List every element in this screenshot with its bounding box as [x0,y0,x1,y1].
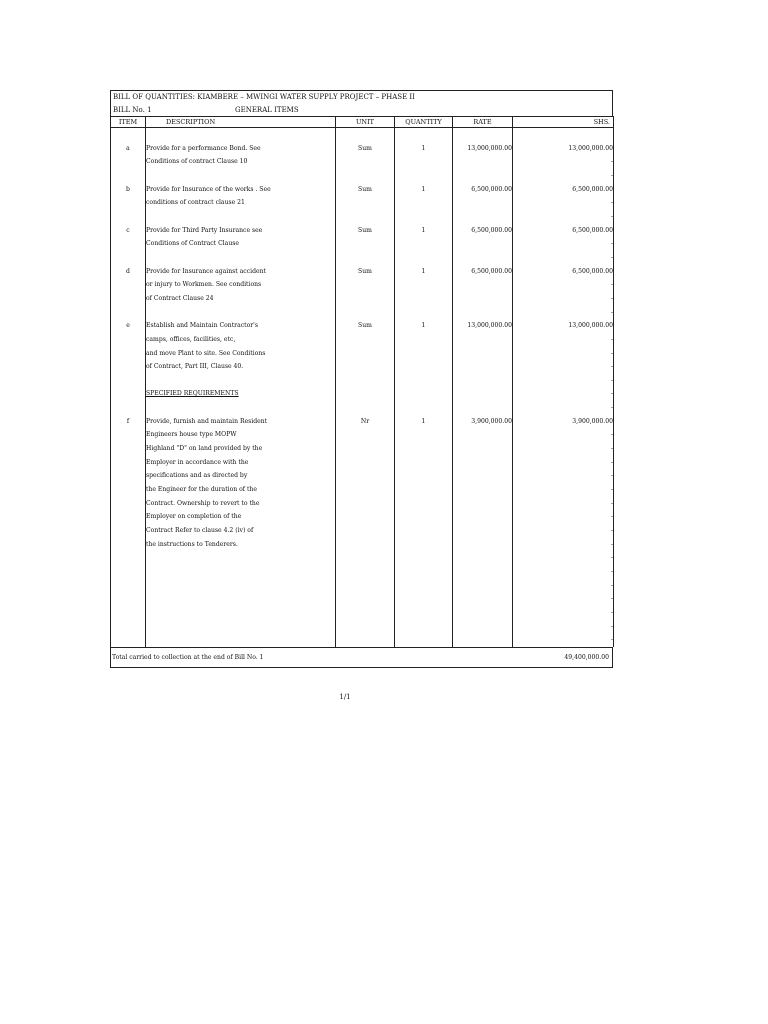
amount-cell: - [513,387,614,401]
item-cell [111,538,146,552]
item-cell [111,360,146,374]
table-row [111,456,614,470]
quantity-cell: 1 [395,142,453,156]
section-title: GENERAL ITEMS [235,106,299,114]
unit-cell [336,292,395,306]
unit-cell [336,456,395,470]
amount-cell: - [513,633,614,647]
unit-cell [336,374,395,388]
total-label: Total carried to collection at the end of Bill No. 1 [112,653,264,661]
unit-cell: Sum [336,319,395,333]
item-cell [111,510,146,524]
unit-cell [336,442,395,456]
rate-cell [453,251,513,265]
table-row [111,551,614,565]
unit-cell: Sum [336,142,395,156]
rate-cell [453,565,513,579]
unit-cell [336,237,395,251]
quantity-cell [395,497,453,511]
bill-subheader [110,104,613,116]
table-row [111,497,614,511]
description-cell: Engineers house type MOPW [146,428,336,442]
quantity-cell [395,456,453,470]
quantity-cell [395,633,453,647]
quantity-cell [395,469,453,483]
quantity-cell [395,128,453,142]
table-row [111,401,614,415]
amount-cell: - [513,565,614,579]
rate-cell [453,347,513,361]
table-row [111,210,614,224]
unit-cell [336,333,395,347]
unit-cell [336,592,395,606]
description-cell: the Engineer for the duration of the [146,483,336,497]
rate-cell [453,306,513,320]
rate-cell [453,237,513,251]
rate-cell [453,483,513,497]
amount-cell: - [513,278,614,292]
quantity-cell [395,620,453,634]
rate-cell [453,210,513,224]
description-cell [146,306,336,320]
rate-cell [453,196,513,210]
table-row [111,306,614,320]
quantity-cell [395,210,453,224]
table-row [111,620,614,634]
unit-cell [336,538,395,552]
quantity-cell [395,579,453,593]
unit-cell [336,306,395,320]
quantity-cell: 1 [395,415,453,429]
page-number: 1/1 [339,693,351,701]
quantity-cell [395,551,453,565]
item-cell: b [111,183,146,197]
quantities-table [110,116,614,647]
unit-cell [336,347,395,361]
quantity-cell [395,347,453,361]
table-row [111,428,614,442]
rate-cell [453,538,513,552]
rate-cell [453,510,513,524]
amount-cell: - [513,592,614,606]
column-header-unit: UNIT [336,117,395,128]
quantity-cell [395,169,453,183]
item-cell [111,237,146,251]
amount-cell: - [513,251,614,265]
description-cell [146,551,336,565]
rate-cell [453,360,513,374]
quantity-cell [395,333,453,347]
item-cell [111,606,146,620]
unit-cell [336,251,395,265]
table-row [111,333,614,347]
quantity-cell [395,374,453,388]
table-row [111,579,614,593]
unit-cell [336,210,395,224]
amount-cell: - [513,538,614,552]
quantity-cell [395,510,453,524]
description-cell: of Contract, Part III, Clause 40. [146,360,336,374]
item-cell [111,401,146,415]
item-cell [111,306,146,320]
unit-cell [336,428,395,442]
item-cell [111,278,146,292]
quantity-cell [395,401,453,415]
amount-cell: - [513,360,614,374]
amount-cell: - [513,442,614,456]
description-cell [146,401,336,415]
item-cell [111,579,146,593]
description-cell [146,606,336,620]
amount-cell: - [513,374,614,388]
description-cell: conditions of contract clause 21 [146,196,336,210]
item-cell [111,483,146,497]
quantity-cell [395,196,453,210]
description-cell: Provide for Insurance against accident [146,265,336,279]
description-cell: Contract Refer to clause 4.2 (iv) of [146,524,336,538]
description-cell [146,592,336,606]
unit-cell: Nr [336,415,395,429]
amount-cell: - [513,606,614,620]
description-cell: Provide for a performance Bond. See [146,142,336,156]
quantity-cell [395,237,453,251]
table-row [111,387,614,401]
description-cell [146,620,336,634]
rate-cell: 6,500,000.00 [453,265,513,279]
item-cell [111,620,146,634]
item-cell [111,251,146,265]
description-cell [146,374,336,388]
amount-cell: - [513,169,614,183]
table-row [111,415,614,429]
rate-cell [453,592,513,606]
item-cell [111,456,146,470]
rate-cell [453,551,513,565]
quantity-cell [395,565,453,579]
description-cell: Contract. Ownership to revert to the [146,497,336,511]
amount-cell: - [513,469,614,483]
unit-cell [336,278,395,292]
column-header-rate: RATE [453,117,513,128]
amount-cell: 6,500,000.00 [513,265,614,279]
rate-cell [453,442,513,456]
description-cell: Highland "D" on land provided by the [146,442,336,456]
unit-cell [336,524,395,538]
item-cell [111,196,146,210]
amount-cell: - [513,524,614,538]
unit-cell: Sum [336,224,395,238]
table-row [111,128,614,142]
amount-cell: - [513,292,614,306]
table-row [111,524,614,538]
item-cell [111,592,146,606]
quantity-cell [395,387,453,401]
amount-cell: - [513,428,614,442]
table-row [111,360,614,374]
amount-cell: 3,900,000.00 [513,415,614,429]
quantity-cell [395,428,453,442]
table-row [111,633,614,647]
unit-cell [336,196,395,210]
bill-of-quantities-sheet [110,90,613,668]
amount-cell [513,128,614,142]
table-row [111,224,614,238]
item-cell [111,524,146,538]
quantity-cell: 1 [395,224,453,238]
total-amount: 49,400,000.00 [564,653,609,661]
item-cell [111,292,146,306]
table-row [111,592,614,606]
unit-cell [336,579,395,593]
description-cell: camps, offices, facilities, etc, [146,333,336,347]
description-cell: SPECIFIED REQUIREMENTS [146,387,336,401]
amount-cell: - [513,333,614,347]
description-cell: specifications and as directed by [146,469,336,483]
rate-cell [453,401,513,415]
rate-cell: 13,000,000.00 [453,142,513,156]
unit-cell [336,155,395,169]
table-row [111,565,614,579]
table-row [111,292,614,306]
table-row [111,237,614,251]
description-cell [146,565,336,579]
rate-cell [453,606,513,620]
table-row [111,251,614,265]
table-row [111,142,614,156]
table-row [111,155,614,169]
item-cell: a [111,142,146,156]
rate-cell [453,374,513,388]
table-row [111,196,614,210]
amount-cell: - [513,551,614,565]
quantity-cell [395,442,453,456]
unit-cell [336,387,395,401]
description-cell: Conditions of contract Clause 10 [146,155,336,169]
item-cell [111,155,146,169]
item-cell: d [111,265,146,279]
description-cell [146,633,336,647]
unit-cell [336,620,395,634]
unit-cell [336,128,395,142]
amount-cell: - [513,347,614,361]
description-cell: the instructions to Tenderers. [146,538,336,552]
item-cell [111,442,146,456]
quantity-cell: 1 [395,319,453,333]
rate-cell [453,524,513,538]
item-cell [111,497,146,511]
item-cell [111,169,146,183]
quantity-cell [395,292,453,306]
description-cell: Conditions of Contract Clause [146,237,336,251]
description-cell [146,579,336,593]
description-cell [146,128,336,142]
description-cell: Employer on completion of the [146,510,336,524]
description-cell: and move Plant to site. See Conditions [146,347,336,361]
table-row [111,374,614,388]
amount-cell: - [513,456,614,470]
item-cell [111,387,146,401]
quantity-cell [395,592,453,606]
quantity-cell [395,606,453,620]
unit-cell: Sum [336,265,395,279]
total-row [110,647,613,668]
quantity-cell: 1 [395,183,453,197]
column-header-amount: SHS. [513,117,614,128]
unit-cell [336,606,395,620]
unit-cell [336,510,395,524]
rate-cell: 13,000,000.00 [453,319,513,333]
rate-cell [453,633,513,647]
table-row [111,606,614,620]
rate-cell [453,469,513,483]
column-header-quantity: QUANTITY [395,117,453,128]
item-cell [111,469,146,483]
item-cell: e [111,319,146,333]
description-cell: Provide, furnish and maintain Resident [146,415,336,429]
amount-cell: - [513,196,614,210]
rate-cell [453,497,513,511]
unit-cell [336,169,395,183]
quantity-cell [395,483,453,497]
rate-cell: 6,500,000.00 [453,224,513,238]
item-cell [111,347,146,361]
description-cell [146,210,336,224]
table-row [111,442,614,456]
rate-cell [453,155,513,169]
table-body [111,128,614,647]
description-cell: Employer in accordance with the [146,456,336,470]
description-cell: Provide for Third Party Insurance see [146,224,336,238]
amount-cell: - [513,237,614,251]
table-row [111,183,614,197]
amount-cell: - [513,483,614,497]
quantity-cell: 1 [395,265,453,279]
item-cell [111,633,146,647]
quantity-cell [395,251,453,265]
table-row [111,265,614,279]
table-row [111,483,614,497]
rate-cell [453,333,513,347]
unit-cell [336,551,395,565]
column-header-description: DESCRIPTION [146,117,336,128]
amount-cell: 13,000,000.00 [513,319,614,333]
rate-cell [453,428,513,442]
item-cell [111,428,146,442]
unit-cell [336,483,395,497]
amount-cell: - [513,306,614,320]
table-row [111,510,614,524]
item-cell: f [111,415,146,429]
amount-cell: - [513,210,614,224]
amount-cell: - [513,497,614,511]
bill-number: BILL No. 1 [113,106,152,114]
amount-cell: - [513,620,614,634]
rate-cell [453,579,513,593]
description-cell: of Contract Clause 24 [146,292,336,306]
item-cell [111,551,146,565]
column-header-item: ITEM [111,117,146,128]
quantity-cell [395,278,453,292]
item-cell [111,210,146,224]
rate-cell [453,387,513,401]
description-cell: Establish and Maintain Contractor's [146,319,336,333]
amount-cell: 6,500,000.00 [513,224,614,238]
amount-cell: 6,500,000.00 [513,183,614,197]
description-cell [146,169,336,183]
table-row [111,347,614,361]
amount-cell: - [513,401,614,415]
rate-cell [453,292,513,306]
quantity-cell [395,306,453,320]
quantity-cell [395,524,453,538]
rate-cell [453,169,513,183]
amount-cell: - [513,510,614,524]
item-cell [111,565,146,579]
quantity-cell [395,360,453,374]
amount-cell: - [513,155,614,169]
unit-cell [336,565,395,579]
unit-cell: Sum [336,183,395,197]
item-cell: c [111,224,146,238]
unit-cell [336,360,395,374]
table-row [111,469,614,483]
rate-cell [453,456,513,470]
description-cell [146,251,336,265]
document-title: BILL OF QUANTITIES: KIAMBERE – MWINGI WATER SUPPLY PROJECT – PHASE II [110,90,613,104]
rate-cell [453,278,513,292]
table-row [111,169,614,183]
description-cell: or injury to Workmen. See conditions [146,278,336,292]
rate-cell [453,620,513,634]
rate-cell [453,128,513,142]
description-cell: Provide for Insurance of the works . See [146,183,336,197]
table-row [111,538,614,552]
table-header-row [111,117,614,128]
table-row [111,278,614,292]
unit-cell [336,469,395,483]
amount-cell: 13,000,000.00 [513,142,614,156]
quantity-cell [395,538,453,552]
table-row [111,319,614,333]
rate-cell: 6,500,000.00 [453,183,513,197]
rate-cell: 3,900,000.00 [453,415,513,429]
unit-cell [336,401,395,415]
item-cell [111,333,146,347]
item-cell [111,374,146,388]
amount-cell: - [513,579,614,593]
unit-cell [336,633,395,647]
unit-cell [336,497,395,511]
quantity-cell [395,155,453,169]
item-cell [111,128,146,142]
